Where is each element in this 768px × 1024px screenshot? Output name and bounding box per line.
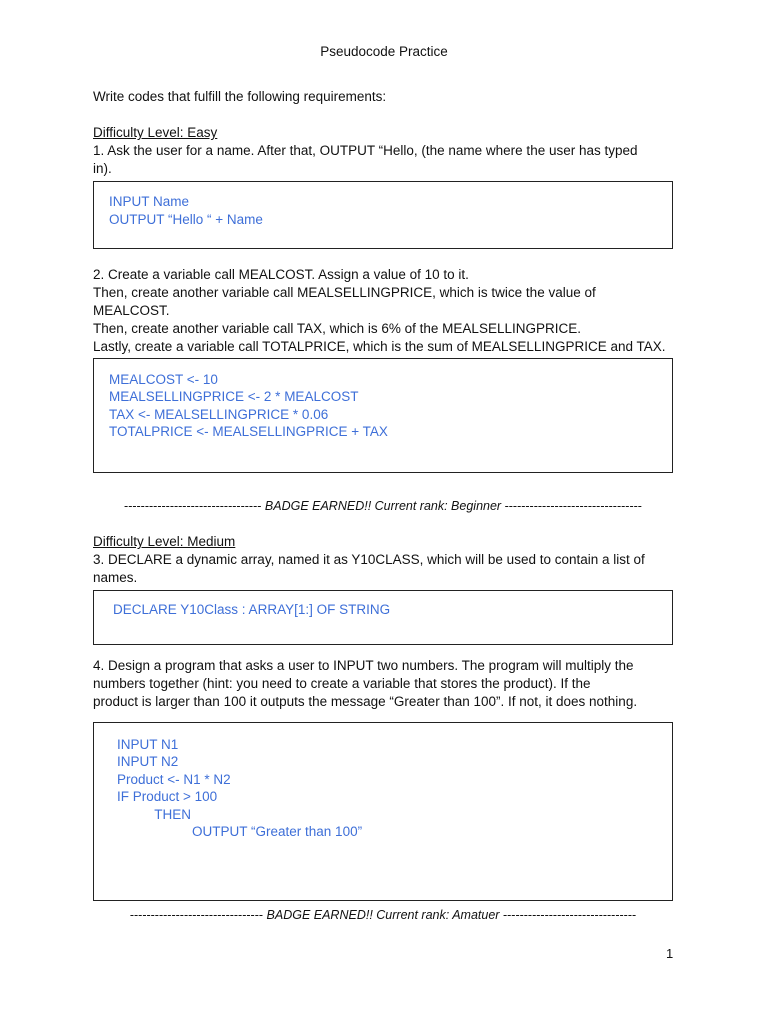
page-number: 1 xyxy=(666,946,674,961)
page-title: Pseudocode Practice xyxy=(320,44,448,59)
q2-code-line-2: MEALSELLINGPRICE <- 2 * MEALCOST xyxy=(109,389,359,404)
q1-code-line-2: OUTPUT “Hello “ + Name xyxy=(109,212,263,227)
q2-answer-box xyxy=(93,358,673,473)
q3-answer-box xyxy=(93,590,673,645)
badge-amatuer: -------------------------------- BADGE EARNED!! Current rank: Amatuer -------------------------------- xyxy=(129,908,637,922)
q4-line-1: 4. Design a program that asks a user to INPUT two numbers. The program will multiply the xyxy=(93,658,634,673)
q2-line-2: Then, create another variable call MEALSELLINGPRICE, which is twice the value of xyxy=(93,285,596,300)
q2-code-line-3: TAX <- MEALSELLINGPRICE * 0.06 xyxy=(109,407,329,422)
q4-code-line-5: THEN xyxy=(117,807,192,822)
q1-line-2: in). xyxy=(93,161,112,176)
q1-line-1: 1. Ask the user for a name. After that, OUTPUT “Hello, (the name where the user has typed xyxy=(93,143,638,158)
q3-code-line-1: DECLARE Y10Class : ARRAY[1:] OF STRING xyxy=(113,602,391,617)
medium-heading: Difficulty Level: Medium xyxy=(93,534,236,549)
q2-code-line-1: MEALCOST <- 10 xyxy=(109,372,218,387)
q4-code-line-2: INPUT N2 xyxy=(117,754,179,769)
q4-line-3: product is larger than 100 it outputs the message “Greater than 100”. If not, it does nothing. xyxy=(93,694,638,709)
q2-line-1: 2. Create a variable call MEALCOST. Assign a value of 10 to it. xyxy=(93,267,469,282)
q3-line-1: 3. DECLARE a dynamic array, named it as Y10CLASS, which will be used to contain a list of xyxy=(93,552,645,567)
badge-beginner: --------------------------------- BADGE EARNED!! Current rank: Beginner --------------------------------- xyxy=(124,499,642,513)
q3-line-2: names. xyxy=(93,570,138,585)
q4-line-2: numbers together (hint: you need to create a variable that stores the product). If the xyxy=(93,676,591,691)
q4-code-line-1: INPUT N1 xyxy=(117,737,179,752)
q1-code-line-1: INPUT Name xyxy=(109,194,190,209)
q2-line-5: Lastly, create a variable call TOTALPRICE, which is the sum of MEALSELLINGPRICE and TAX. xyxy=(93,339,666,354)
q4-code-line-6: OUTPUT “Greater than 100” xyxy=(117,824,363,839)
q4-answer-box xyxy=(93,722,673,901)
easy-heading: Difficulty Level: Easy xyxy=(93,125,218,140)
q4-code-line-3: Product <- N1 * N2 xyxy=(117,772,231,787)
q4-code-line-4: IF Product > 100 xyxy=(117,789,218,804)
q1-answer-box xyxy=(93,181,673,249)
intro-text: Write codes that fulfill the following requirements: xyxy=(93,89,387,104)
q2-line-4: Then, create another variable call TAX, which is 6% of the MEALSELLINGPRICE. xyxy=(93,321,581,336)
q2-code-line-4: TOTALPRICE <- MEALSELLINGPRICE + TAX xyxy=(109,424,388,439)
q2-line-3: MEALCOST. xyxy=(93,303,170,318)
